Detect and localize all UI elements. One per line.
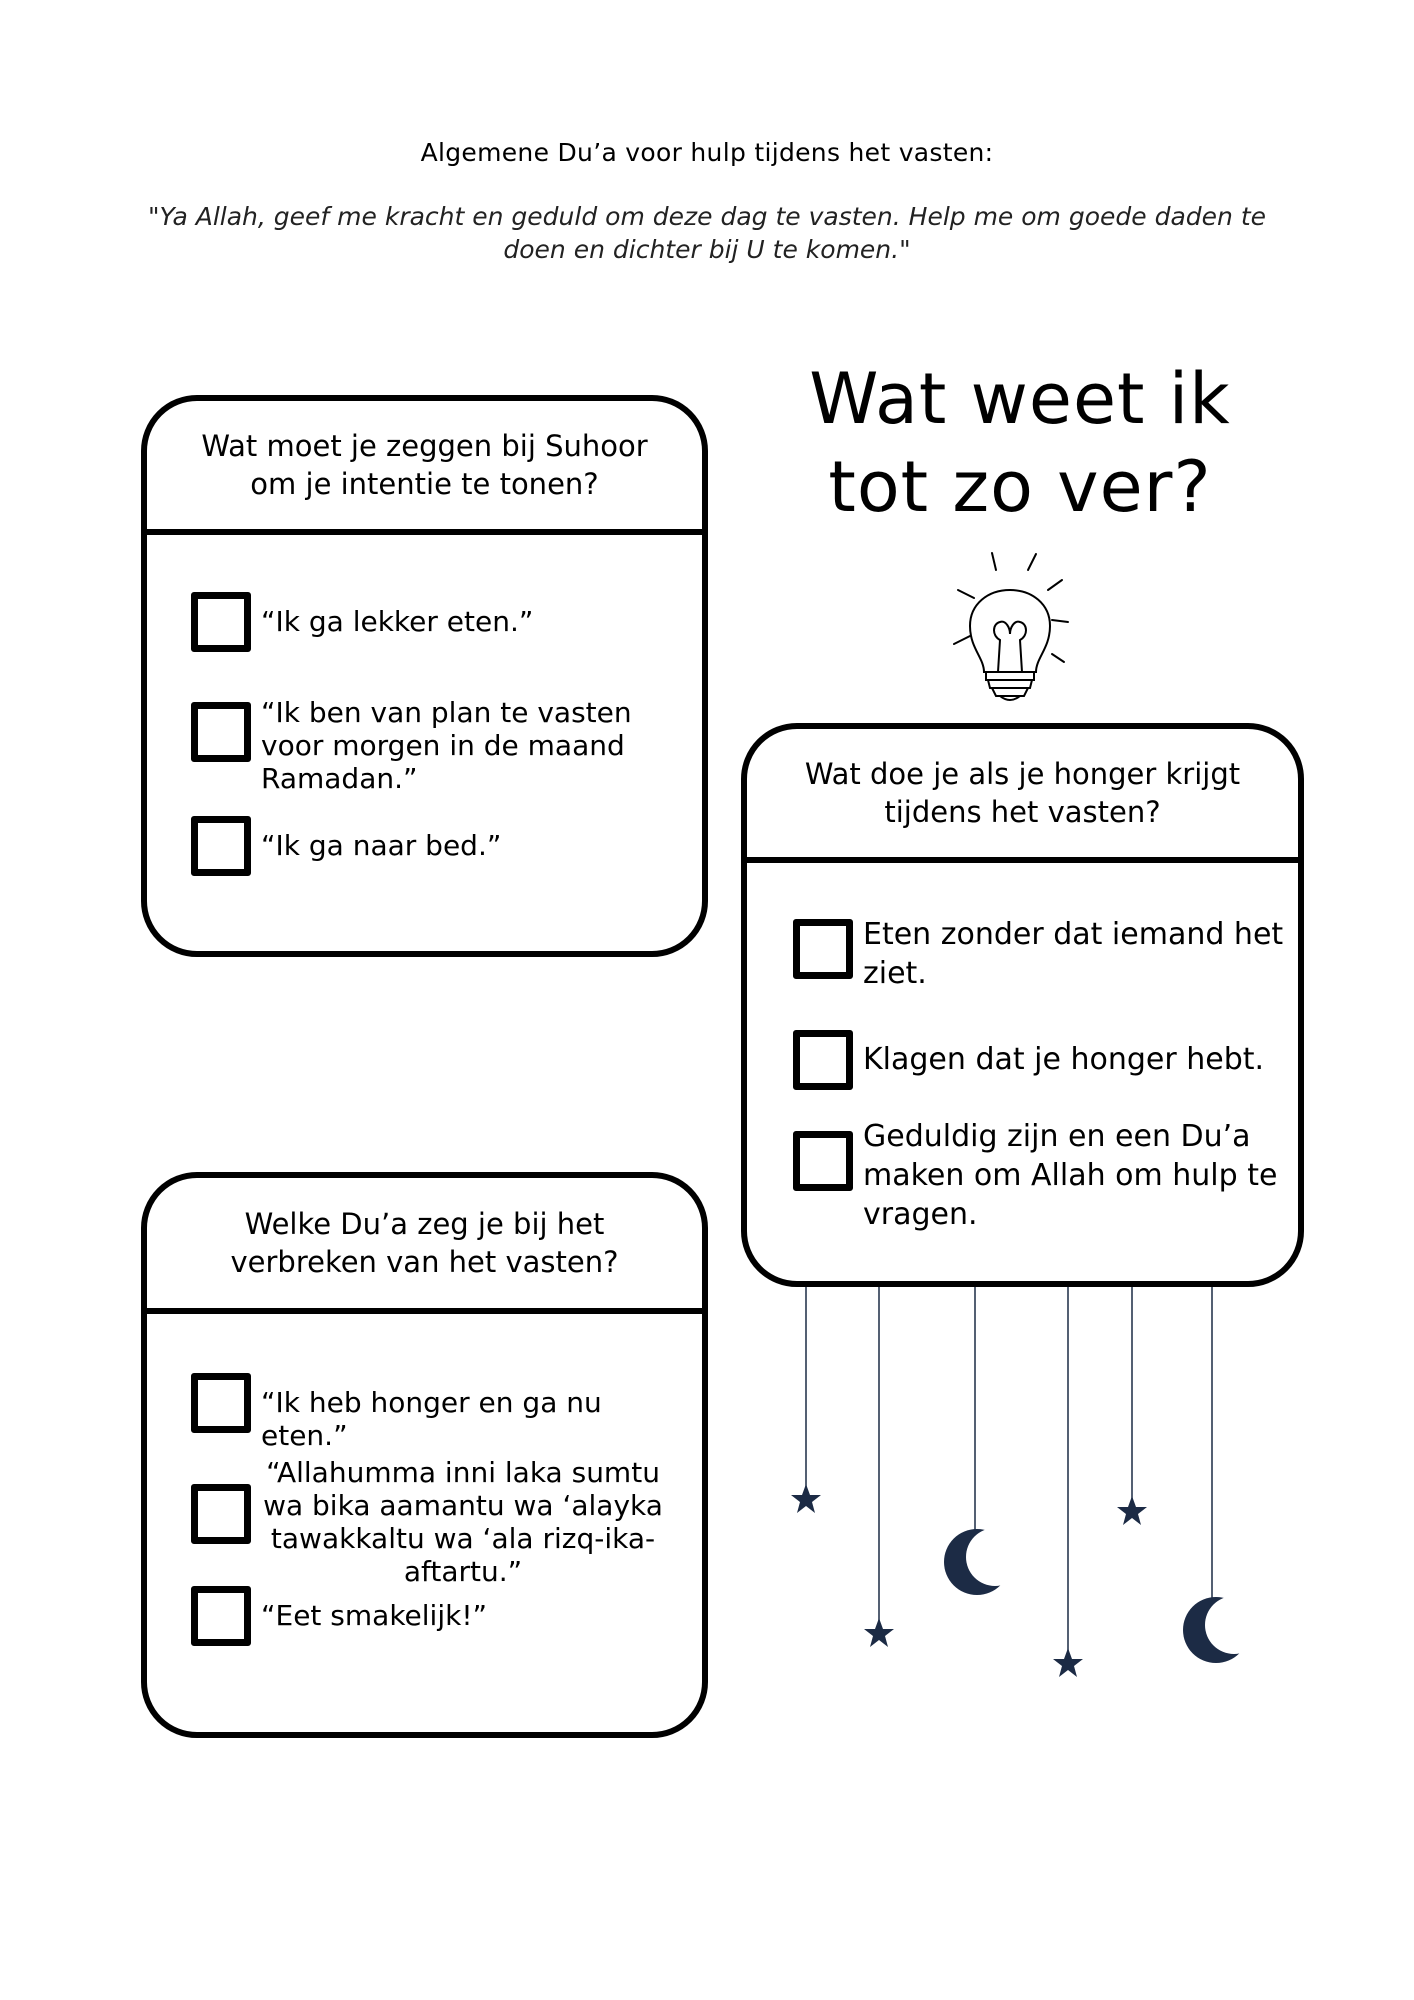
checkbox[interactable]: [793, 1131, 853, 1191]
checkbox[interactable]: [793, 1030, 853, 1090]
checkbox[interactable]: [191, 1484, 251, 1544]
page-title-line-2: tot zo ver?: [828, 446, 1212, 528]
option-label: “Ik ga naar bed.”: [261, 829, 502, 862]
option-label: “Eet smakelijk!”: [261, 1599, 488, 1632]
checkbox[interactable]: [793, 919, 853, 979]
quiz-question: Wat moet je zeggen bij Suhoor om je intentie te tonen?: [147, 401, 702, 535]
quiz-option[interactable]: [191, 816, 671, 876]
quiz-option[interactable]: [793, 1119, 1293, 1234]
page-title-line-1: Wat weet ik: [809, 358, 1231, 440]
checkbox[interactable]: [191, 592, 251, 652]
crescent-moon-icon: [1183, 1597, 1249, 1663]
quiz-option[interactable]: [793, 919, 1293, 993]
quiz-card-suhoor: [141, 395, 708, 957]
quiz-card-iftar: [141, 1172, 708, 1738]
option-label: Eten zonder dat iemand het ziet.: [863, 917, 1284, 991]
quiz-option[interactable]: [793, 1030, 1293, 1090]
star-icon: [1053, 1648, 1083, 1677]
dua-heading: Algemene Du’a voor hulp tijdens het vasten:: [420, 138, 994, 167]
star-icon: [1117, 1496, 1147, 1525]
page-title: [760, 355, 1280, 531]
option-label: “Ik ga lekker eten.”: [261, 605, 534, 638]
lightbulb-icon: [940, 548, 1100, 708]
option-label: Klagen dat je honger hebt.: [863, 1042, 1265, 1077]
quiz-option[interactable]: [191, 1373, 691, 1452]
quiz-card-hunger: [741, 723, 1304, 1287]
quiz-question: Welke Du’a zeg je bij het verbreken van het vasten?: [147, 1178, 702, 1314]
quiz-option[interactable]: [191, 1586, 691, 1646]
option-label: “Ik heb honger en ga nu eten.”: [261, 1386, 602, 1452]
quiz-option[interactable]: [191, 592, 671, 652]
dua-text: "Ya Allah, geef me kracht en geduld om deze dag te vasten. Help me om goede daden te doen en dichter bij U te komen.": [147, 202, 1267, 264]
star-icon: [864, 1618, 894, 1647]
star-icon: [791, 1484, 821, 1513]
quiz-question: Wat doe je als je honger krijgt tijdens het vasten?: [747, 729, 1298, 863]
checkbox[interactable]: [191, 1586, 251, 1646]
option-label: Geduldig zijn en een Du’a maken om Allah om hulp te vragen.: [863, 1119, 1278, 1232]
option-label: “Allahumma inni laka sumtu wa bika aamantu wa ‘alayka tawakkaltu wa ‘ala rizq-ika-aftartu.”: [263, 1456, 663, 1588]
checkbox[interactable]: [191, 702, 251, 762]
quiz-option[interactable]: [191, 696, 671, 795]
quiz-option[interactable]: [191, 1456, 691, 1588]
option-label: “Ik ben van plan te vasten voor morgen in de maand Ramadan.”: [261, 696, 632, 795]
crescent-moon-icon: [944, 1529, 1010, 1595]
checkbox[interactable]: [191, 1373, 251, 1433]
checkbox[interactable]: [191, 816, 251, 876]
